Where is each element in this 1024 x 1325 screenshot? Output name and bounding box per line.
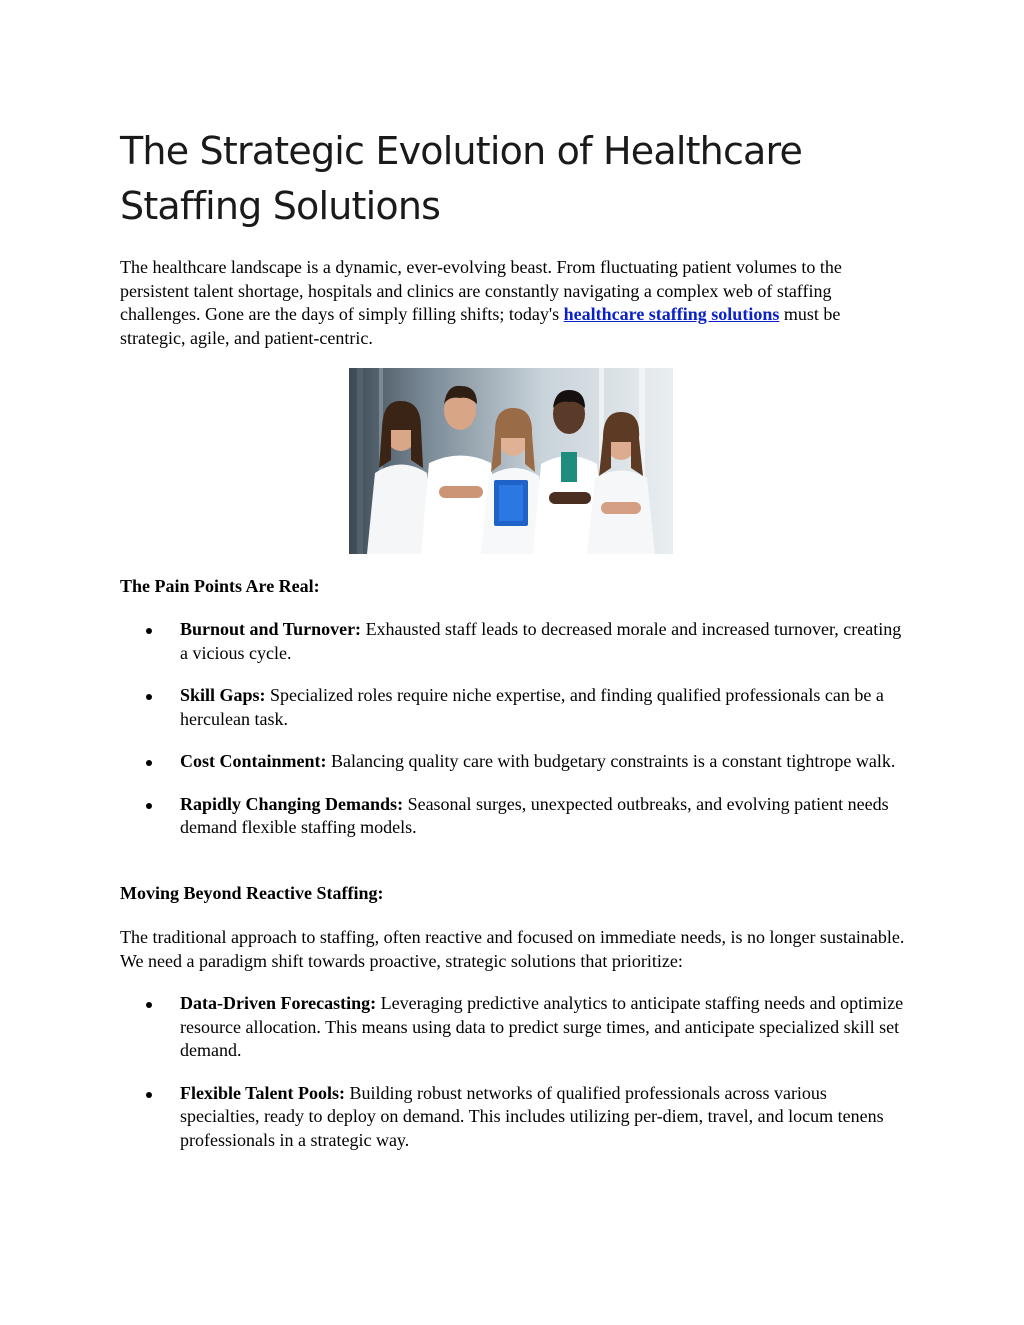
- list-item: [120, 793, 910, 840]
- page-title-line-1: The Strategic Evolution of Healthcare: [120, 129, 803, 173]
- healthcare-team-photo: [349, 368, 673, 554]
- list-item: [120, 750, 910, 774]
- list-item-text: Balancing quality care with budgetary constraints is a constant tightrope walk.: [326, 751, 896, 771]
- list-item-text: Specialized roles require niche expertise, and finding qualified professionals can be a herculean task.: [180, 685, 884, 729]
- list-item-text: Building robust networks of qualified professionals across various specialties, ready to deploy on demand. This includes utilizing per-diem, travel, and locum tenens professionals in a strategic way.: [180, 1082, 884, 1150]
- intro-text-before-link: The healthcare landscape is a dynamic, ever-evolving beast. From fluctuating patient volumes to the persistent talent shortage, hospitals and clinics are constantly navigating a complex web of staffing challenges. Gone are the days of simply filling shifts; today's: [120, 257, 842, 324]
- healthcare-staffing-solutions-link[interactable]: healthcare staffing solutions: [563, 304, 780, 324]
- list-item-text: Exhausted staff leads to decreased morale and increased turnover, creating a vicious cycle.: [180, 619, 902, 663]
- list-item-text: Seasonal surges, unexpected outbreaks, and evolving patient needs demand flexible staffing models.: [180, 793, 889, 837]
- list-item: [120, 684, 910, 731]
- bullet-dot-icon: [146, 1002, 152, 1008]
- bullet-dot-icon: [146, 803, 152, 809]
- list-item-term: Cost Containment:: [180, 751, 327, 771]
- moving-beyond-paragraph: The traditional approach to staffing, often reactive and focused on immediate needs, is no longer sustainable. We need a paradigm shift towards proactive, strategic solutions that prioritize:: [120, 927, 905, 971]
- moving-beyond-heading: Moving Beyond Reactive Staffing:: [120, 883, 384, 903]
- list-item: [120, 1082, 910, 1153]
- pain-points-list: [120, 618, 910, 840]
- bullet-dot-icon: [146, 628, 152, 634]
- list-item: [120, 618, 910, 665]
- intro-text-after-link: must be strategic, agile, and patient-centric.: [120, 304, 841, 348]
- list-item: [120, 992, 910, 1063]
- list-item-term: Skill Gaps:: [180, 685, 266, 705]
- strategic-solutions-list: [120, 992, 910, 1152]
- page-title: [120, 124, 910, 234]
- list-item-text: Leveraging predictive analytics to anticipate staffing needs and optimize resource allocation. This means using data to predict surge times, and anticipate specialized skill set demand.: [180, 993, 904, 1060]
- list-item-term: Data-Driven Forecasting:: [180, 993, 377, 1013]
- bullet-dot-icon: [146, 694, 152, 700]
- list-item-term: Flexible Talent Pools:: [180, 1082, 346, 1103]
- bullet-dot-icon: [146, 760, 152, 766]
- list-item-term: Burnout and Turnover:: [180, 619, 362, 639]
- page-title-line-2: Staffing Solutions: [120, 184, 441, 228]
- intro-paragraph: [120, 256, 910, 350]
- list-item-term: Rapidly Changing Demands:: [180, 793, 404, 814]
- bullet-dot-icon: [146, 1092, 152, 1098]
- pain-points-heading: The Pain Points Are Real:: [120, 576, 320, 596]
